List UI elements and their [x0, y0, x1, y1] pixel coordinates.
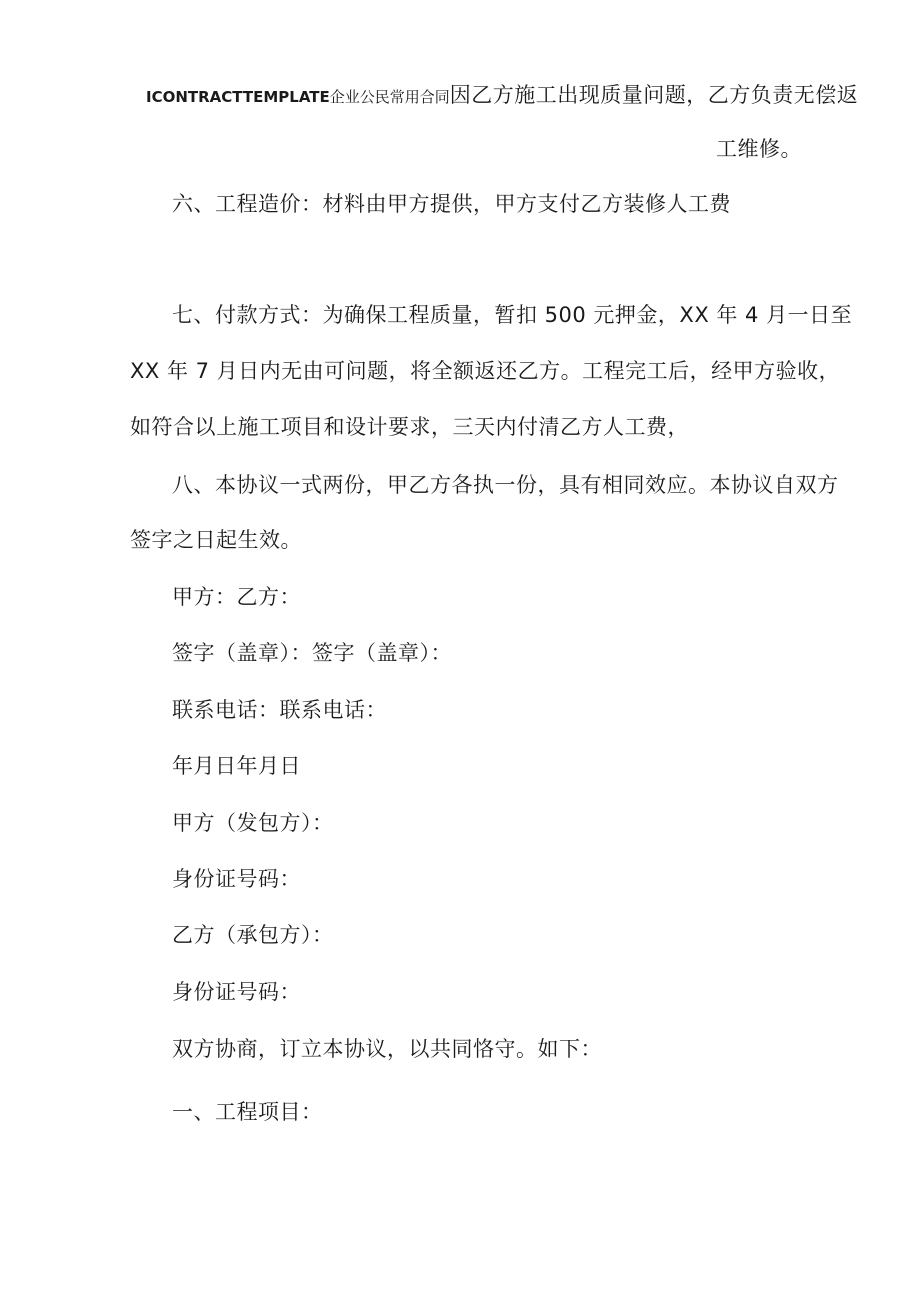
signature-seal: 签字（盖章）：签字（盖章）：: [172, 641, 452, 665]
clause-7-payment-line-1: 七、付款方式：为确保工程质量，暂扣 500 元押金，XX 年 4 月一日至: [172, 303, 853, 327]
signature-phone: 联系电话：联系电话：: [172, 698, 387, 722]
agreement-intro: 双方协商，订立本协议，以共同恪守。如下：: [172, 1037, 602, 1061]
clause-8-copies-line-2: 签字之日起生效。: [130, 528, 302, 552]
header-brand: ICONTRACTTEMPLATE: [146, 88, 330, 106]
clause-6-cost: 六、工程造价：材料由甲方提供，甲方支付乙方装修人工费: [172, 192, 731, 216]
signature-date: 年月日年月日: [172, 754, 301, 778]
paragraph-continuation: 工维修。: [716, 137, 802, 161]
clause-7-payment-line-3: 如符合以上施工项目和设计要求，三天内付清乙方人工费，: [130, 415, 689, 439]
header-line: [146, 80, 858, 112]
clause-8-copies-line-1: 八、本协议一式两份，甲乙方各执一份，具有相同效应。本协议自双方: [172, 473, 839, 497]
section-1-project: 一、工程项目：: [172, 1100, 323, 1124]
clause-7-payment-line-2: XX 年 7 月日内无由可问题，将全额返还乙方。工程完工后，经甲方验收，: [130, 359, 841, 383]
header-subtitle: 企业公民常用合同: [329, 88, 450, 106]
party-a-employer: 甲方（发包方）：: [172, 811, 334, 835]
party-a-id-number: 身份证号码：: [172, 867, 301, 891]
signature-parties: 甲方：乙方：: [172, 585, 301, 609]
party-b-contractor: 乙方（承包方）：: [172, 923, 334, 947]
header-text: 因乙方施工出现质量问题，乙方负责无偿返: [449, 83, 859, 107]
party-b-id-number: 身份证号码：: [172, 980, 301, 1004]
